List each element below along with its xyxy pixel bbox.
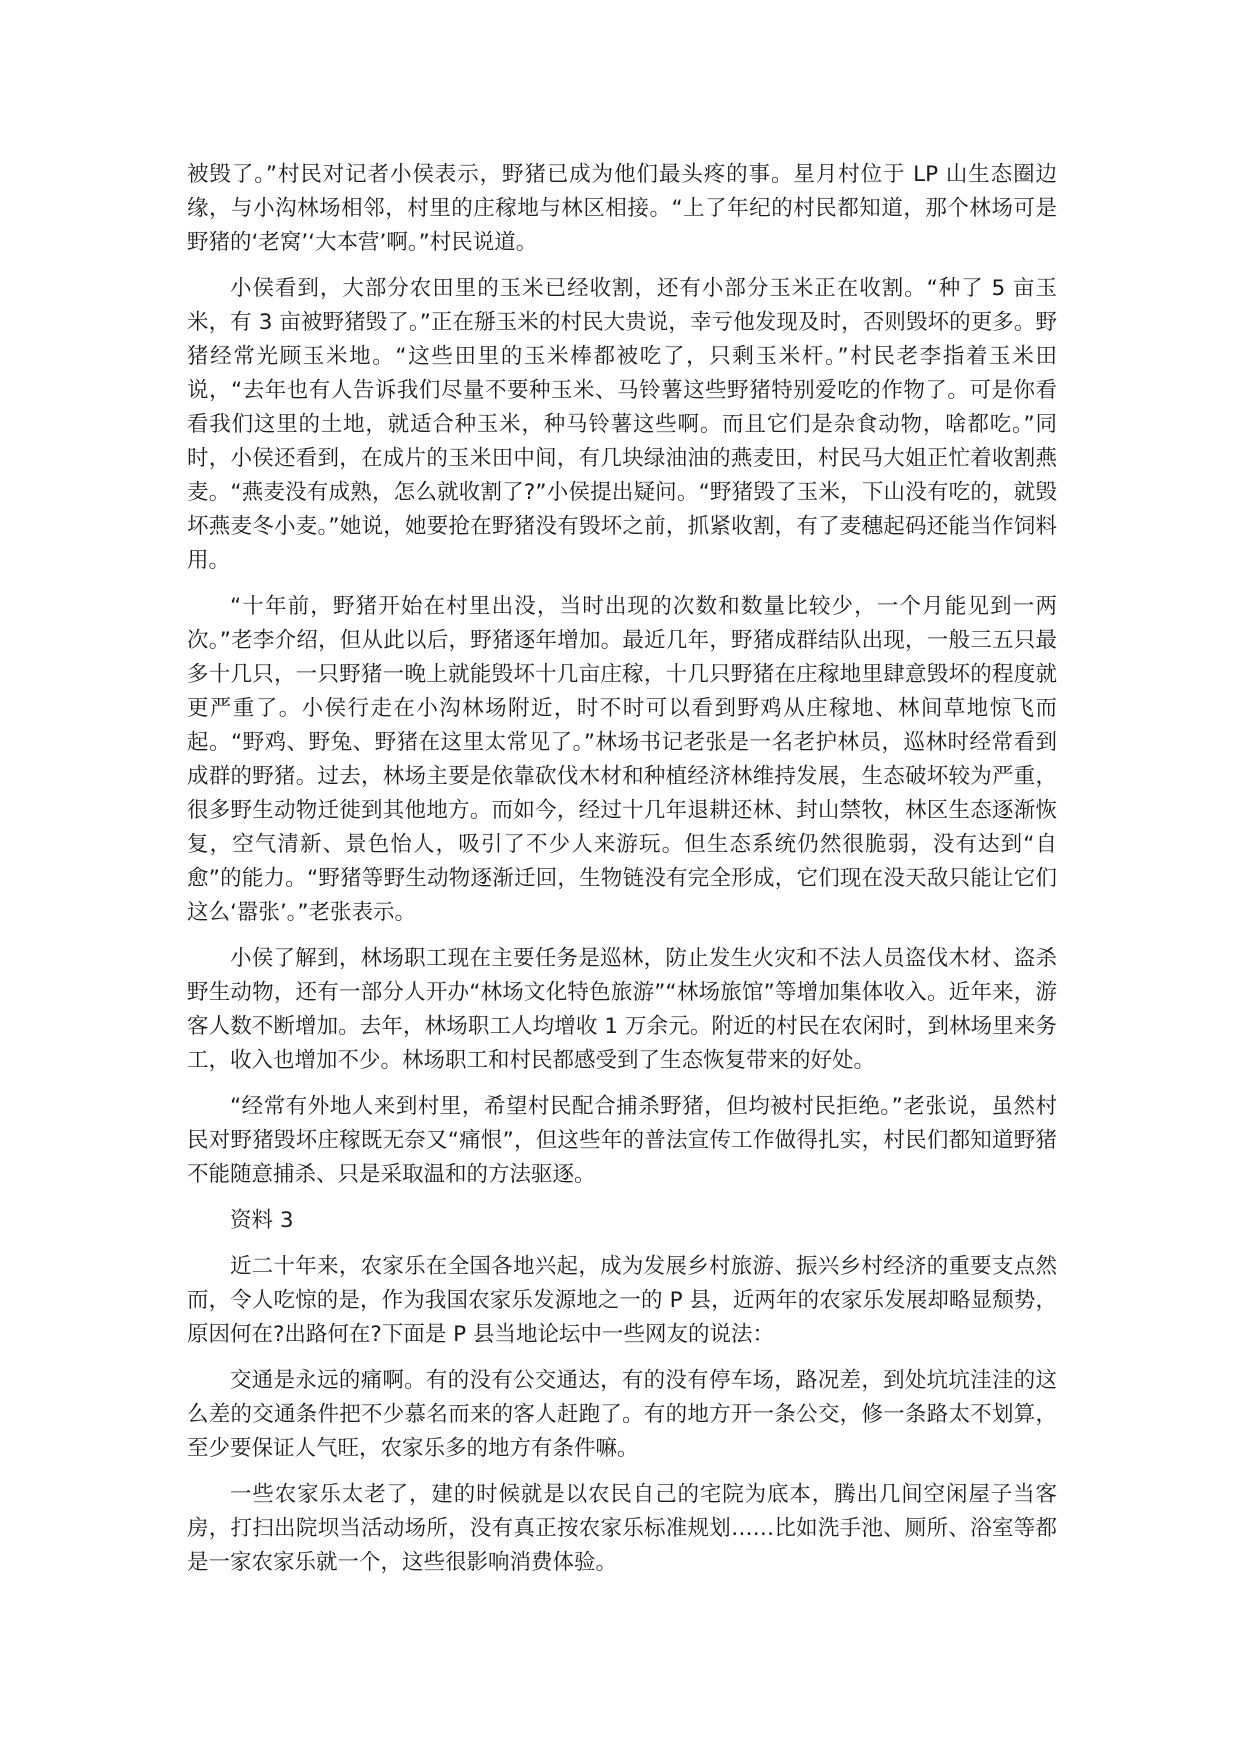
paragraph-5: “经常有外地人来到村里，希望村民配合捕杀野猪，但均被村民拒绝。”老张说，虽然村民对野猪毁坏庄稼既无奈又“痛恨”，但这些年的普法宣传工作做得扎实，村民们都知道野猪不能随意捕杀、只是采取温和的方法驱逐。 (187, 1094, 1057, 1187)
paragraph-2: 小侯看到，大部分农田里的玉米已经收割，还有小部分玉米正在收割。“种了 5 亩玉米，有 3 亩被野猪毁了。”正在掰玉米的村民大贵说，幸亏他发现及时，否则毁坏的更多。野猪经常光顾玉米地。“这些田里的玉米棒都被吃了，只剩玉米杆。”村民老李指着玉米田说，“去年也有人告诉我们尽量不要种玉米、马铃薯这些野猪特别爱吃的作物了。可是你看看我们这里的土地，就适合种玉米，种马铃薯这些啊。而且它们是杂食动物，啥都吃。”同时，小侯还看到，在成片的玉米田中间，有几块绿油油的燕麦田，村民马大姐正忙着收割燕麦。“燕麦没有成熟，怎么就收割了?”小侯提出疑问。“野猪毁了玉米，下山没有吃的，就毁坏燕麦冬小麦。”她说，她要抢在野猪没有毁坏之前，抓紧收割，有了麦穗起码还能当作饲料用。 (187, 276, 1057, 573)
paragraph-7: 交通是永远的痛啊。有的没有公交通达，有的没有停车场，路况差，到处坑坑洼洼的这么差的交通条件把不少慕名而来的客人赶跑了。有的地方开一条公交，修一条路太不划算，至少要保证人气旺，农家乐多的地方有条件嘛。 (187, 1368, 1057, 1461)
paragraph-1: 被毁了。”村民对记者小侯表示，野猪已成为他们最头疼的事。星月村位于 LP 山生态圈边缘，与小沟林场相邻，村里的庄稼地与林区相接。“上了年纪的村民都知道，那个林场可是野猪的‘老窝’‘大本营’啊。”村民说道。 (187, 162, 1057, 255)
section-heading-material-3: 资料 3 (230, 1208, 294, 1233)
paragraph-8: 一些农家乐太老了，建的时候就是以农民自己的宅院为底本，腾出几间空闲屋子当客房，打扫出院坝当活动场所，没有真正按农家乐标准规划……比如洗手池、厕所、浴室等都是一家农家乐就一个，这些很影响消费体验。 (187, 1482, 1057, 1575)
paragraph-4: 小侯了解到，林场职工现在主要任务是巡林，防止发生火灾和不法人员盗伐木材、盗杀野生动物，还有一部分人开办“林场文化特色旅游”“林场旅馆”等增加集体收入。近年来，游客人数不断增加。去年，林场职工人均增收 1 万余元。附近的村民在农闲时，到林场里来务工，收入也增加不少。林场职工和村民都感受到了生态恢复带来的好处。 (187, 946, 1057, 1073)
paragraph-6: 近二十年来，农家乐在全国各地兴起，成为发展乡村旅游、振兴乡村经济的重要支点然而，令人吃惊的是，作为我国农家乐发源地之一的 P 县，近两年的农家乐发展却略显颓势，原因何在?出路何在?下面是 P 县当地论坛中一些网友的说法： (187, 1254, 1057, 1347)
paragraph-3: “十年前，野猪开始在村里出没，当时出现的次数和数量比较少，一个月能见到一两次。”老李介绍，但从此以后，野猪逐年增加。最近几年，野猪成群结队出现，一般三五只最多十几只，一只野猪一晚上就能毁坏十几亩庄稼，十几只野猪在庄稼地里肆意毁坏的程度就更严重了。小侯行走在小沟林场附近，时不时可以看到野鸡从庄稼地、林间草地惊飞而起。“野鸡、野兔、野猪在这里太常见了。”林场书记老张是一名老护林员，巡林时经常看到成群的野猪。过去，林场主要是依靠砍伐木材和种植经济林维持发展，生态破坏较为严重，很多野生动物迁徙到其他地方。而如今，经过十几年退耕还林、封山禁牧，林区生态逐渐恢复，空气清新、景色怡人，吸引了不少人来游玩。但生态系统仍然很脆弱，没有达到“自愈”的能力。“野猪等野生动物逐渐迁回，生物链没有完全形成，它们现在没天敌只能让它们这么‘嚣张’。”老张表示。 (187, 594, 1057, 925)
document-page (187, 158, 1057, 1592)
